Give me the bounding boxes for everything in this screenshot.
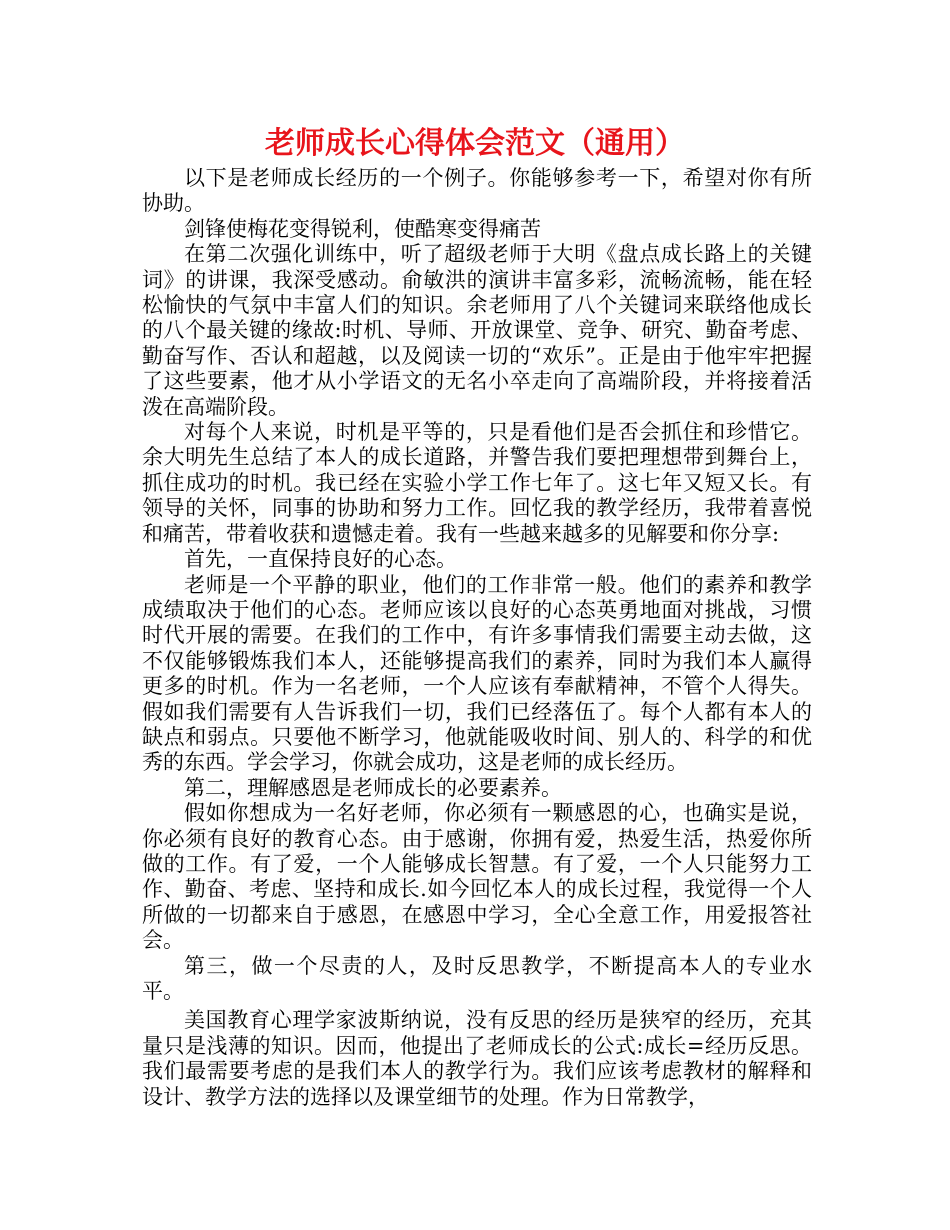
document-title: 老师成长心得体会范文（通用） xyxy=(265,126,685,161)
paragraph-intro: 以下是老师成长经历的一个例子。你能够参考一下，希望对你有所协助。 xyxy=(142,166,812,216)
paragraph-opportunity: 对每个人来说，时机是平等的，只是看他们是否会抓住和珍惜它。余大明先生总结了本人的成长道路，并警告我们要把理想带到舞台上，抓住成功的时机。我已经在实验小学工作七年了。这七年又短又长。有领导的关怀，同事的协助和努力工作。回忆我的教学经历，我带着喜悦和痛苦，带着收获和遗憾走着。我有一些越来越多的见解要和你分享: xyxy=(142,420,812,546)
paragraph-point-three-heading: 第三，做一个尽责的人，及时反思教学，不断提高本人的专业水平。 xyxy=(142,953,812,1003)
paragraph-point-one-body: 老师是一个平静的职业，他们的工作非常一般。他们的素养和教学成绩取决于他们的心态。老师应该以良好的心态英勇地面对挑战，习惯时代开展的需要。在我们的工作中，有许多事情我们需要主动去做，这不仅能够锻炼我们本人，还能够提高我们的素养，同时为我们本人赢得更多的时机。作为一名老师，一个人应该有奉献精神，不管个人得失。假如我们需要有人告诉我们一切，我们已经落伍了。每个人都有本人的缺点和弱点。只要他不断学习，他就能吸收时间、别人的、科学的和优秀的东西。学会学习，你就会成功，这是老师的成长经历。 xyxy=(142,572,812,775)
paragraph-point-two-heading: 第二，理解感恩是老师成长的必要素养。 xyxy=(184,775,562,800)
paragraph-subtitle: 剑锋使梅花变得锐利，使酷寒变得痛苦 xyxy=(184,216,541,241)
paragraph-point-two-body: 假如你想成为一名好老师，你必须有一颗感恩的心，也确实是说，你必须有良好的教育心态。由于感谢，你拥有爱，热爱生活，热爱你所做的工作。有了爱，一个人能够成长智慧。有了爱，一个人只能努力工作、勤奋、考虑、坚持和成长.如今回忆本人的成长过程，我觉得一个人所做的一切都来自于感恩，在感恩中学习，全心全意工作，用爱报答社会。 xyxy=(142,801,812,953)
document-body xyxy=(142,166,812,1110)
paragraph-training: 在第二次强化训练中，听了超级老师于大明《盘点成长路上的关键词》的讲课，我深受感动。俞敏洪的演讲丰富多彩，流畅流畅，能在轻松愉快的气氛中丰富人们的知识。余老师用了八个关键词来联络他成长的八个最关键的缘故:时机、导师、开放课堂、竞争、研究、勤奋考虑、勤奋写作、否认和超越，以及阅读一切的“欢乐”。正是由于他牢牢把握了这些要素，他才从小学语文的无名小卒走向了高端阶段，并将接着活泼在高端阶段。 xyxy=(142,242,812,419)
paragraph-point-one-heading: 首先，一直保持良好的心态。 xyxy=(184,547,457,572)
paragraph-point-three-body: 美国教育心理学家波斯纳说，没有反思的经历是狭窄的经历，充其量只是浅薄的知识。因而，他提出了老师成长的公式:成长=经历反思。我们最需要考虑的是我们本人的教学行为。我们应该考虑教材的解释和设计、教学方法的选择以及课堂细节的处理。作为日常教学， xyxy=(142,1008,812,1109)
